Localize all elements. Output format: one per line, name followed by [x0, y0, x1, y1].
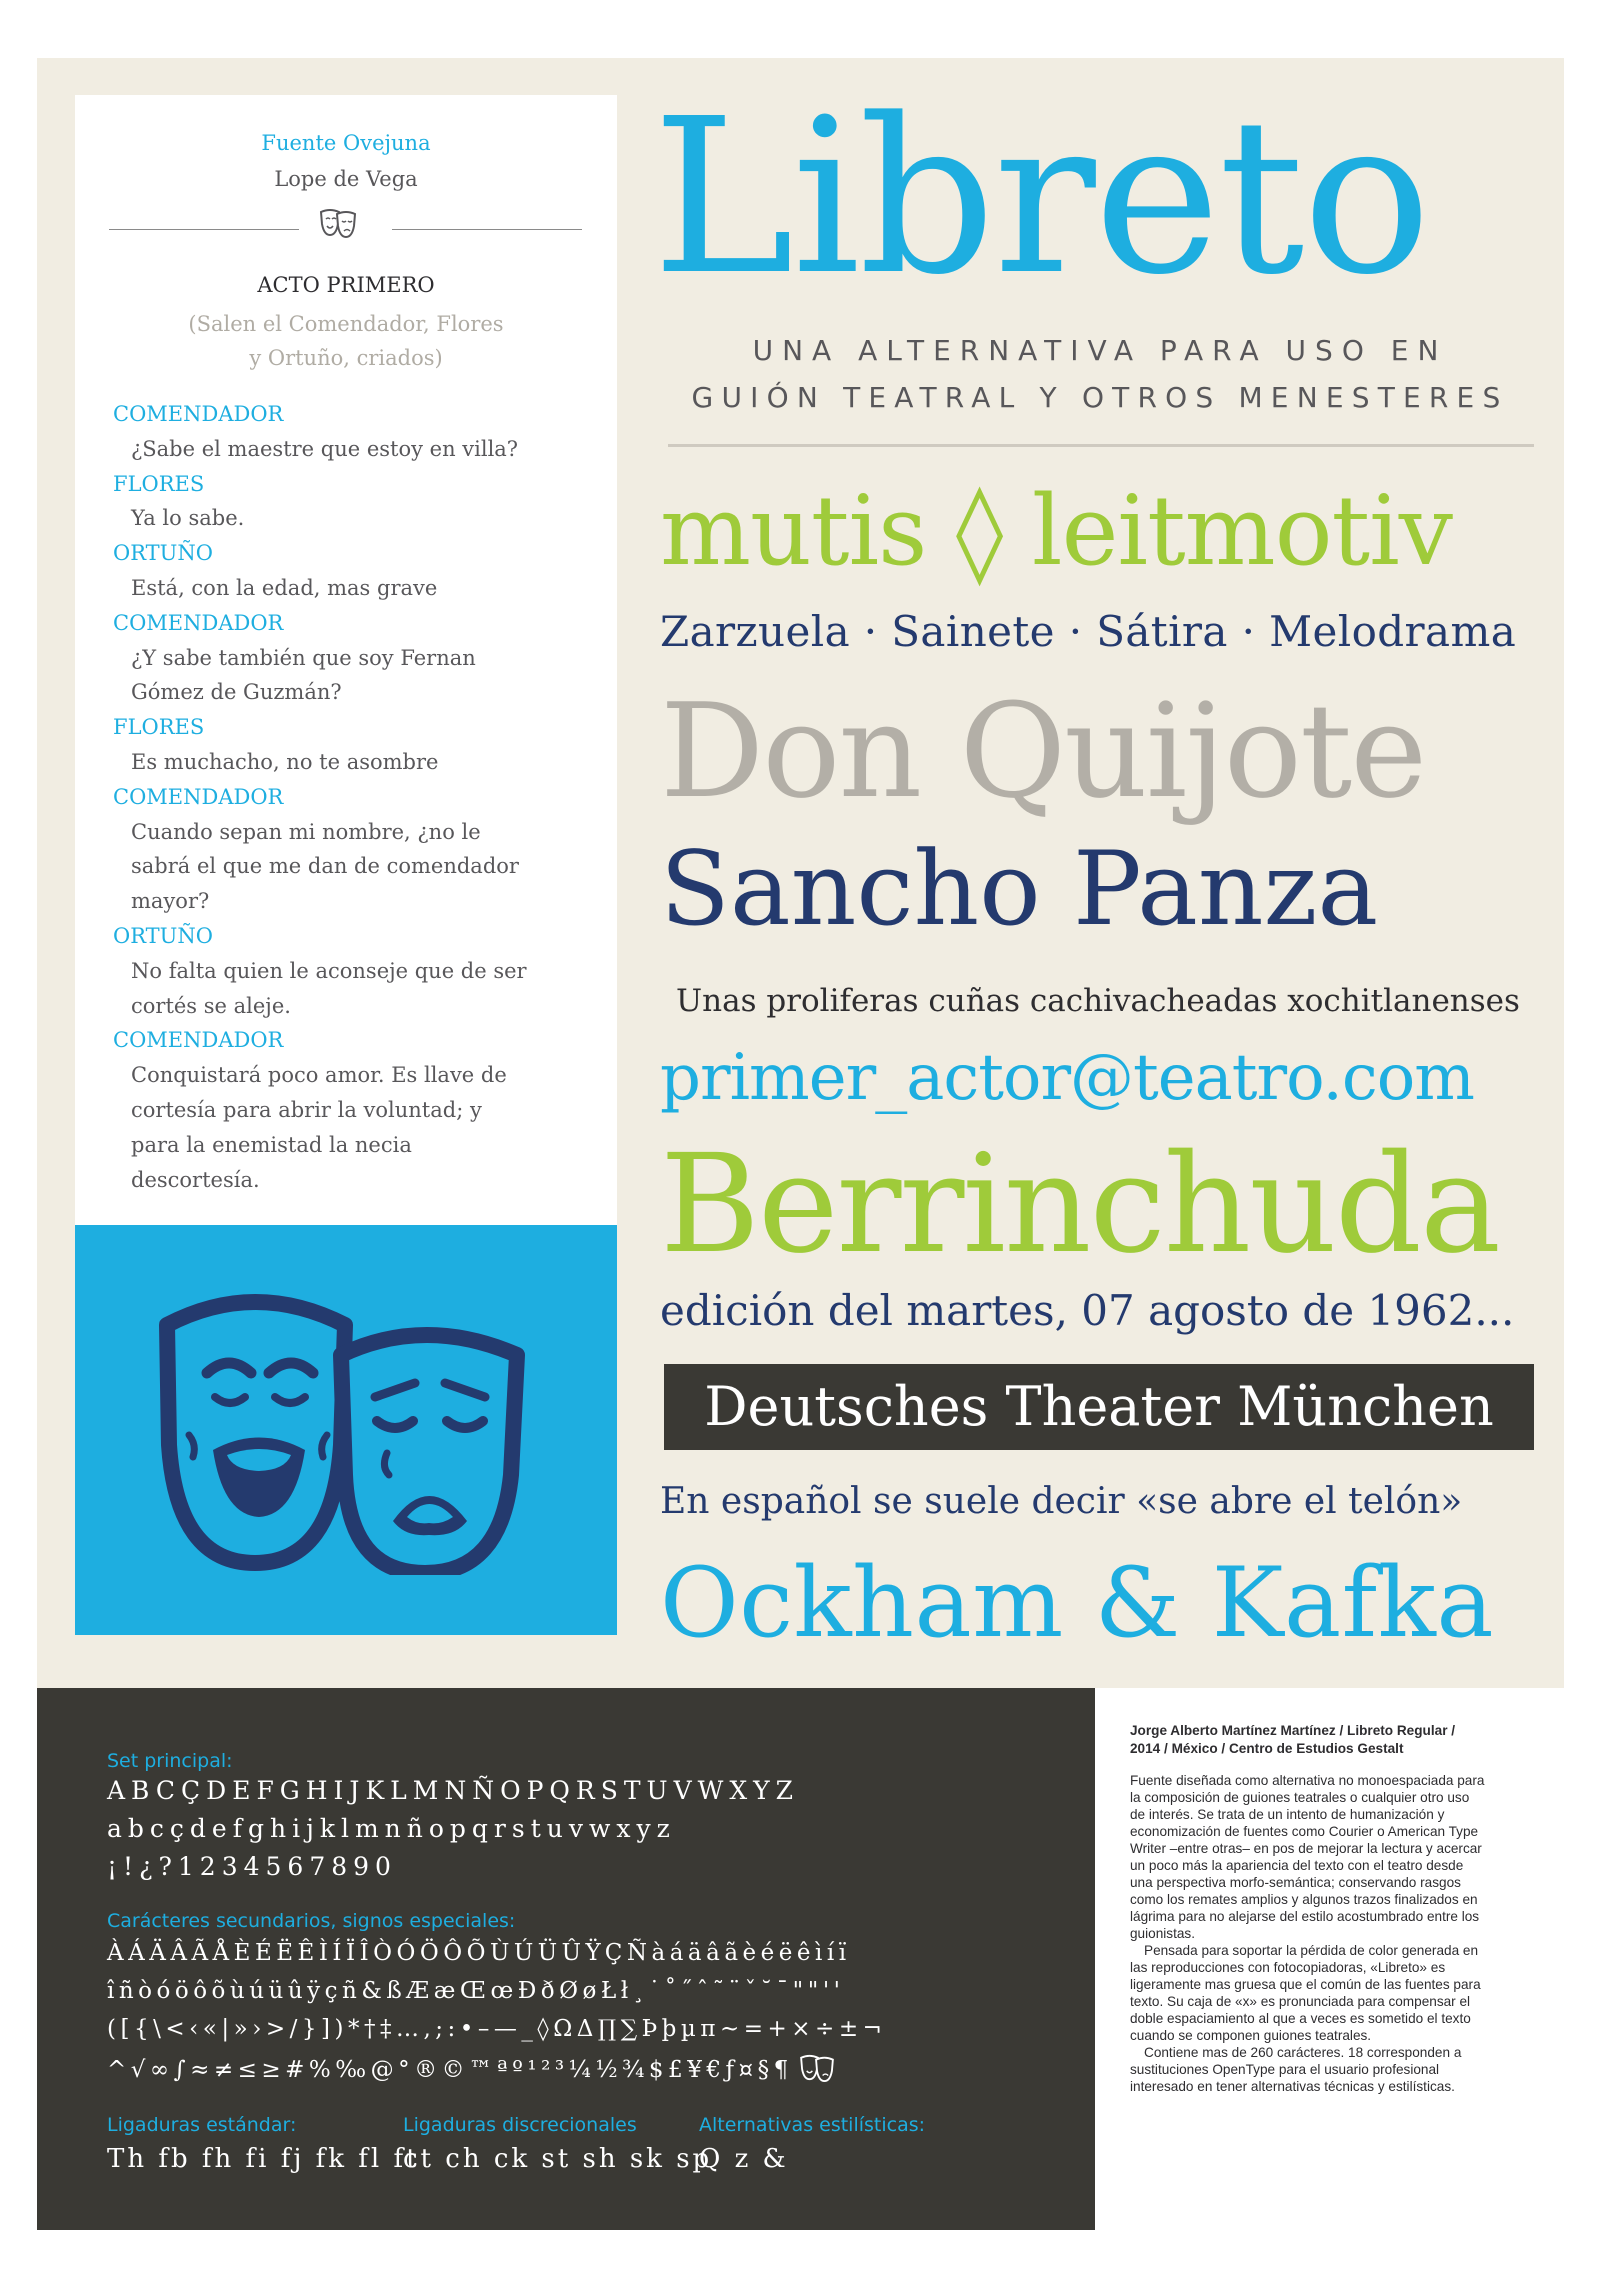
secondary-row-4 — [107, 2054, 837, 2083]
info-paragraph: Contiene mas de 260 carácteres. 18 corresponden a sustituciones OpenType para el usuario profesional interesado en tener alternativas técnicas y estilísticas. — [1130, 2045, 1462, 2094]
secondary-row-3: ([{\<‹«|»›>/}])*†‡…,;:•–—_◊ΩΔ∏∑Þþµπ~=+×÷±¬ — [107, 2016, 887, 2042]
dialogue — [113, 397, 593, 1197]
script-title: Fuente Ovejuna — [261, 131, 431, 155]
character-name: ORTUÑO — [113, 541, 213, 566]
sample-theater: Deutsches Theater München — [704, 1375, 1494, 1438]
stage-direction — [75, 307, 617, 375]
alternates-heading: Alternativas estilísticas: — [699, 2114, 926, 2136]
dialogue-line: Es muchacho, no te asombre — [131, 749, 439, 774]
info-body — [1130, 1772, 1488, 2095]
info-column — [1130, 1722, 1488, 2095]
sample-email: primer_actor@teatro.com — [660, 1041, 1474, 1115]
specimen-subtitle-1: UNA ALTERNATIVA PARA USO EN — [752, 334, 1448, 367]
info-paragraph: Fuente diseñada como alternativa no monoespaciada para la composición de guiones teatrales o cualquier otro uso de interés. Se trata de un intento de humanización y economización de fuentes como Courier o American Type Writer –entre otras– en pos de mejorar la lectura y acercar un poco más la apariencia del texto con el teatro desde una perspectiva morfo-semántica; conservando rasgos como los remates amplios y algunos trazos finalizados en lágrima para no alejarse del estilo acostumbrado entre los guionistas. — [1130, 1773, 1485, 1941]
dialogue-line: cortés se aleje. — [131, 993, 291, 1018]
sample-sancho: Sancho Panza — [660, 830, 1379, 949]
dialogue-line: Gómez de Guzmán? — [131, 680, 342, 705]
script-card — [75, 95, 617, 1225]
divider-right — [392, 229, 582, 230]
act-heading: ACTO PRIMERO — [257, 273, 435, 297]
std-ligatures: Th fb fh fi fj fk fl ft — [107, 2144, 420, 2174]
dialogue-line: Está, con la edad, mas grave — [131, 575, 438, 600]
dialogue-line: ¿Sabe el maestre que estoy en villa? — [131, 436, 519, 461]
mini-masks-icon — [318, 208, 358, 238]
secondary-row-4-text: ^√∞∫≈≠≤≥#%‰@°®©™ªº¹²³¼½¾$£¥€ƒ¤§¶ — [107, 2057, 793, 2083]
character-name: COMENDADOR — [113, 610, 284, 635]
disc-ligatures-heading: Ligaduras discrecionales — [403, 2114, 637, 2136]
std-ligatures-heading: Ligaduras estándar: — [107, 2114, 297, 2136]
disc-ligatures: ct ch ck st sh sk sp — [403, 2144, 713, 2174]
uppercase-row: ABCÇDEFGHIJKLMNÑOPQRSTUVWXYZ — [107, 1776, 800, 1805]
dialogue-line: descortesía. — [131, 1167, 260, 1192]
theater-masks-icon — [155, 1285, 535, 1575]
digits-row: ¡!¿?1234567890 — [107, 1852, 397, 1881]
dialogue-line: para la enemistad la necia — [131, 1132, 412, 1157]
character-name: FLORES — [113, 715, 205, 740]
dialogue-line: No falta quien le aconseje que de ser — [131, 958, 527, 983]
character-name: COMENDADOR — [113, 1028, 284, 1053]
character-name: COMENDADOR — [113, 402, 284, 426]
stage-direction-line: (Salen el Comendador, Flores — [188, 312, 504, 336]
alternates: Q z & — [699, 2144, 789, 2174]
dialogue-line: Conquistará poco amor. Es llave de — [131, 1063, 507, 1088]
script-author: Lope de Vega — [274, 167, 418, 191]
main-set-heading: Set principal: — [107, 1750, 233, 1772]
specimen-divider — [668, 444, 1534, 447]
secondary-row-2: îñòóöôõùúüûÿçñ&ßÆæŒœÐðØøŁł¸˙˚˝ˆ˜¨ˇ˘¯""'' — [107, 1978, 845, 2004]
secondary-row-1: ÀÁÄÂÃÅÈÉËÊÌÍÏÎÒÓÖÔÕÙÚÜÛŸÇÑàáäâãèéëêìíï — [107, 1940, 851, 1966]
specimen-title: Libreto — [652, 73, 1430, 322]
mini-masks-icon — [797, 2054, 837, 2082]
dialogue-line: cortesía para abrir la voluntad; y — [131, 1097, 482, 1122]
character-name: FLORES — [113, 471, 205, 496]
divider-left — [109, 229, 299, 230]
dialogue-line: Ya lo sabe. — [131, 506, 245, 531]
sample-genres: Zarzuela · Sainete · Sátira · Melodrama — [660, 607, 1517, 656]
stage-direction-line: y Ortuño, criados) — [249, 346, 443, 370]
sample-spanish: En español se suele decir «se abre el telón» — [660, 1481, 1463, 1522]
charset-panel — [37, 1688, 1095, 2230]
sample-pangram: Unas proliferas cuñas cachivacheadas xochitlanenses — [676, 983, 1520, 1019]
secondary-heading: Carácteres secundarios, signos especiales: — [107, 1910, 516, 1932]
info-header: Jorge Alberto Martínez Martínez / Libreto Regular / 2014 / México / Centro de Estudios Gestalt — [1130, 1723, 1456, 1756]
character-name: COMENDADOR — [113, 784, 284, 809]
dialogue-line: Cuando sepan mi nombre, ¿no le — [131, 819, 481, 844]
sample-mutis: mutis ◊ leitmotiv — [660, 475, 1453, 587]
specimen-subtitle-2: GUIÓN TEATRAL Y OTROS MENESTERES — [691, 381, 1509, 414]
character-name: ORTUÑO — [113, 923, 213, 948]
dialogue-line: ¿Y sabe también que soy Fernan — [131, 645, 476, 670]
sample-ockham: Ockham & Kafka — [660, 1547, 1495, 1659]
lowercase-row: abcçdefghijklmnñopqrstuvwxyz — [107, 1814, 676, 1843]
dialogue-line: sabrá el que me dan de comendador — [131, 854, 519, 879]
masks-panel — [75, 1225, 617, 1635]
sample-berrinchuda: Berrinchuda — [660, 1126, 1500, 1284]
sample-quijote: Don Quijote — [660, 675, 1426, 827]
dialogue-line: mayor? — [131, 889, 210, 914]
info-paragraph: Pensada para soportar la pérdida de color generada en las reproducciones con fotocopiadoras, «Libreto» es ligeramente mas gruesa que el común de las fuentes para texto. Su caja de «x» es pronunciada para compensar el doble espaciamiento al que a veces es sometido el texto cuando se componen guiones teatrales. — [1130, 1943, 1481, 2043]
sample-edition: edición del martes, 07 agosto de 1962... — [660, 1286, 1515, 1335]
